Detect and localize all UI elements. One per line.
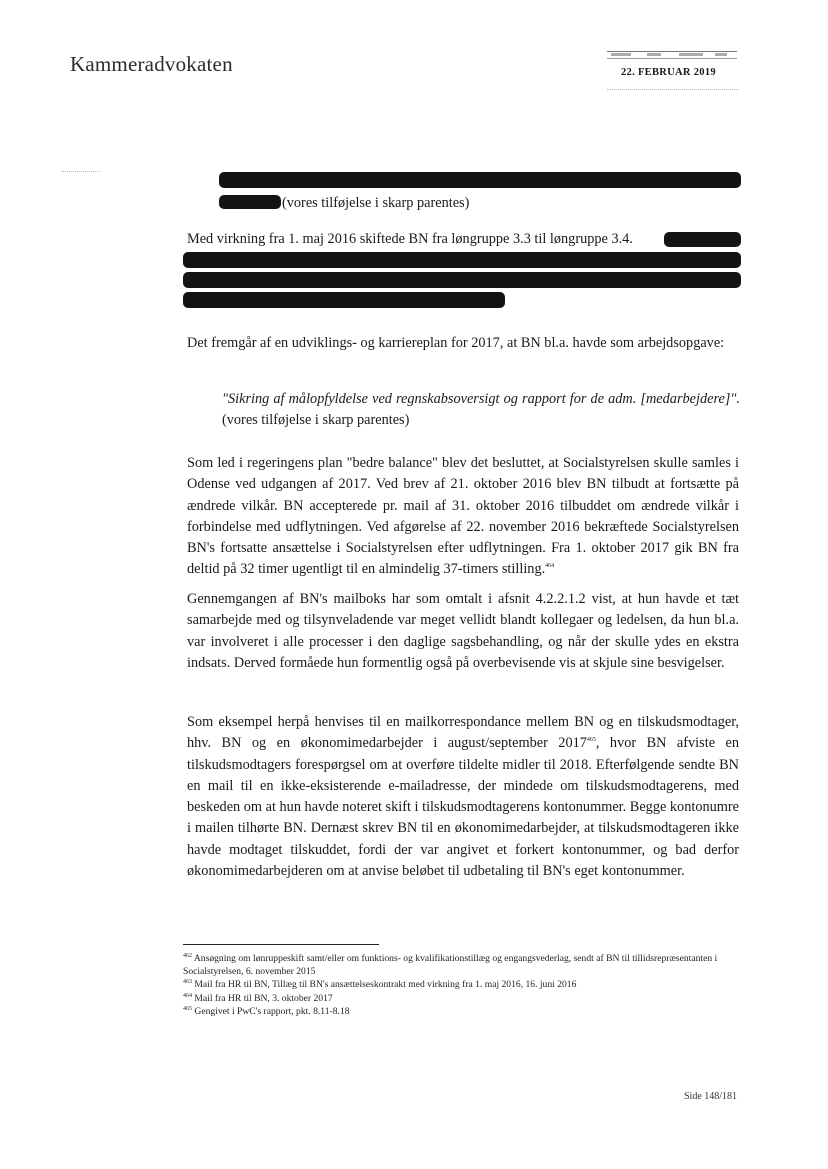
- footnote-item: [183, 992, 743, 1005]
- footnotes: [183, 952, 743, 1018]
- logo-kammeradvokaten: Kammeradvokaten: [70, 52, 233, 76]
- quote-block: [222, 389, 740, 432]
- header-divider: [607, 89, 739, 90]
- header-date: 22. FEBRUAR 2019: [621, 67, 716, 78]
- footnote-text: Mail fra HR til BN, 3. oktober 2017: [192, 992, 333, 1004]
- redaction-bar: [219, 195, 281, 209]
- margin-mark: [62, 171, 100, 172]
- footnote-item: [183, 1005, 743, 1018]
- redaction-bar: [183, 272, 741, 288]
- footnote-number: 464: [183, 992, 192, 999]
- footnote-divider: [183, 944, 379, 945]
- redaction-bar: [664, 232, 741, 247]
- page-number: Side 148/181: [684, 1091, 738, 1102]
- footnote-text: Gengivet i PwC's rapport, pkt. 8.11-8.18: [192, 1005, 350, 1017]
- redaction-bar: [183, 292, 505, 308]
- footnote-number: 462: [183, 952, 192, 959]
- header-date-box: [607, 45, 740, 93]
- footnote-ref[interactable]: 465: [586, 737, 596, 744]
- quote-note: (vores tilføjelse i skarp parentes): [222, 412, 410, 429]
- redaction-bar: [183, 252, 741, 268]
- redaction-bar: [219, 172, 741, 188]
- paragraph-text: Som eksempel herpå henvises til en mailkorrespondance mellem BN og en tilskudsmodtager, hhv. BN og en økonomimedarbejder i august/september 2017: [187, 714, 739, 752]
- note-vores-tilfojelse: (vores tilføjelse i skarp parentes): [282, 195, 470, 211]
- footnote-text: Mail fra HR til BN, Tillæg til BN's ansættelseskontrakt med virkning fra 1. maj 2016, 16. juni 2016: [192, 979, 577, 991]
- footnote-number: 463: [183, 979, 192, 986]
- footnote-item: [183, 952, 743, 978]
- footnote-number: 465: [183, 1005, 192, 1012]
- paragraph-text: , hvor BN afviste en tilskudsmodtagers forespørgsel om at overføre tildelte midler til 2018. Efterfølgende sendte BN en mail til en ikke-eksisterende e-mailadresse, der mindede om tilskudsmodtagerens, med beskeden om at hun havde noteret skift i tilskudsmodtagerens kontonummer. Begge kontonumre i mailen tilhørte BN. Dernæst skrev BN til en økonomimedarbejder, at tilskudsmodtageren ikke havde modtaget tilskuddet, fordi der var angivet et forkert kontonummer, og bad derfor økonomimedarbejderen om at anvise beløbet til udbetaling til BN's eget kontonummer.: [187, 735, 739, 880]
- paragraph-eksempel: [187, 712, 739, 882]
- footnote-item: [183, 978, 743, 991]
- paragraph-karriereplan: Det fremgår af en udviklings- og karriereplan for 2017, at BN bl.a. havde som arbejdsopgave:: [187, 335, 725, 351]
- header-scan-line: [607, 51, 737, 59]
- footnote-text: Ansøgning om lønruppeskift samt/eller om funktions- og kvalifikationstillæg og engangsvederlag, sendt af BN til tillidsrepræsentanten i Socialstyrelsen, 6. november 2015: [183, 953, 718, 978]
- footnote-ref[interactable]: 464: [545, 563, 555, 570]
- paragraph-bedre-balance: [187, 453, 739, 581]
- paragraph-text: Som led i regeringens plan "bedre balance" blev det besluttet, at Socialstyrelsen skulle samles i Odense ved udgangen af 2017. Ved brev af 21. oktober 2016 blev BN tilbudt at fortsætte på ændrede vilkår. BN accepterede pr. mail af 31. oktober 2016 tilbuddet om ændrede vilkår i forbindelse med udflytningen. Ved afgørelse af 22. november 2016 bekræftede Socialstyrelsen BN's fortsatte ansættelse i Socialstyrelsen efter udflytningen. Fra 1. oktober 2017 gik BN fra deltid på 32 timer ugentligt til en almindelig 37-timers stilling.: [187, 455, 739, 578]
- quote-italic: "Sikring af målopfyldelse ved regnskabsoversigt og rapport for de adm. [medarbejdere]".: [222, 391, 740, 407]
- paragraph-mailboks: Gennemgangen af BN's mailboks har som omtalt i afsnit 4.2.2.1.2 vist, at hun havde et tæt samarbejde med og tilsynveladende var meget vellidt blandt kollegaer og ledelsen, da hun bl.a. var involveret i alle processer i den daglige sagsbehandling, og når der skulle ydes en ekstra indsats. Derved formåede hun formentlig også på overbevisende vis at skjule sine besvigelser.: [187, 591, 739, 671]
- paragraph-loengruppe: Med virkning fra 1. maj 2016 skiftede BN fra løngruppe 3.3 til løngruppe 3.4.: [187, 231, 633, 247]
